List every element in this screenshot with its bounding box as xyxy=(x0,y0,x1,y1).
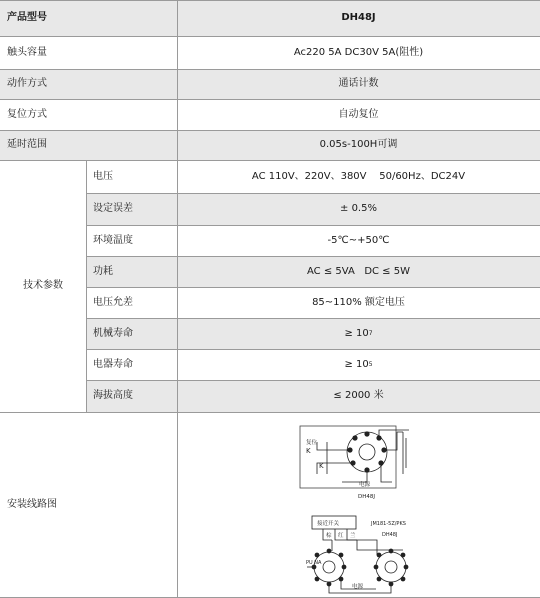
header-value: DH48J xyxy=(341,12,376,23)
tech-label-voltage-tolerance: 电压允差 xyxy=(93,296,133,308)
wiring-label: 安装线路图 xyxy=(7,498,57,510)
tech-label-electrical-life: 电器寿命 xyxy=(93,358,133,370)
tech-label-mechanical-life: 机械寿命 xyxy=(93,327,133,339)
tech-value-mechanical-life: ≥ 10 7 xyxy=(344,327,373,339)
wiring-d2-model-left: JM181-5Z/PKS xyxy=(371,521,406,527)
wiring-d1-k-2: K xyxy=(319,462,324,470)
tech-value-voltage: AC 110V、220V、380V 50/60Hz、DC24V xyxy=(251,170,466,182)
tech-label-altitude: 海拔高度 xyxy=(93,390,133,401)
wiring-diagrams xyxy=(177,412,540,597)
tech-label-setting-error: 设定误差 xyxy=(93,203,133,214)
row-label-contact-capacity: 触头容量 xyxy=(7,46,47,58)
header-label: 产品型号 xyxy=(7,12,47,23)
wiring-diagram-1 xyxy=(300,426,409,488)
wiring-d1-reset: 复位 xyxy=(306,440,318,446)
wiring-d1-k-1: K xyxy=(306,447,311,455)
tech-label-ambient-temp: 环境温度 xyxy=(93,234,133,246)
wiring-d2-red: 红 xyxy=(338,533,344,539)
wiring-d2-blue: 兰 xyxy=(350,533,356,539)
wiring-d1-power: 电源 xyxy=(359,482,371,488)
tech-group-label: 技术参数 xyxy=(23,280,63,291)
tech-value-voltage-tolerance: 85~110% 额定电压 xyxy=(312,296,405,308)
row-label-reset-mode: 复位方式 xyxy=(7,108,47,120)
tech-value-ambient-temp: -5℃~+50℃ xyxy=(327,234,390,246)
wiring-d2-pu-na: PU NA xyxy=(306,560,322,566)
row-value-delay-range: 0.05s-100H可调 xyxy=(319,139,398,150)
row-label-delay-range: 延时范围 xyxy=(7,139,47,150)
tech-value-altitude: ≤ 2000 米 xyxy=(333,390,384,401)
wiring-diagram-2 xyxy=(307,516,408,593)
row-value-action-mode: 通话计数 xyxy=(338,78,379,89)
wiring-d1-title: DH48J xyxy=(358,494,375,500)
row-label-action-mode: 动作方式 xyxy=(7,78,47,89)
tech-value-power-consumption: AC ≤ 5VA DC ≤ 5W xyxy=(307,265,410,277)
row-value-reset-mode: 自动复位 xyxy=(338,108,379,120)
wiring-d2-switch: 接近开关 xyxy=(317,521,340,527)
wiring-d2-model-right: DH48J xyxy=(382,532,398,538)
wiring-d2-power: 电源 xyxy=(352,584,364,590)
tech-label-power-consumption: 功耗 xyxy=(93,265,113,277)
tech-value-electrical-life: ≥ 10 5 xyxy=(344,358,373,370)
wiring-d2-brown: 棕 xyxy=(326,533,332,539)
row-value-contact-capacity: Ac220 5A DC30V 5A(阻性) xyxy=(293,46,424,58)
tech-value-setting-error: ± 0.5% xyxy=(340,203,377,214)
tech-label-voltage: 电压 xyxy=(93,170,113,182)
